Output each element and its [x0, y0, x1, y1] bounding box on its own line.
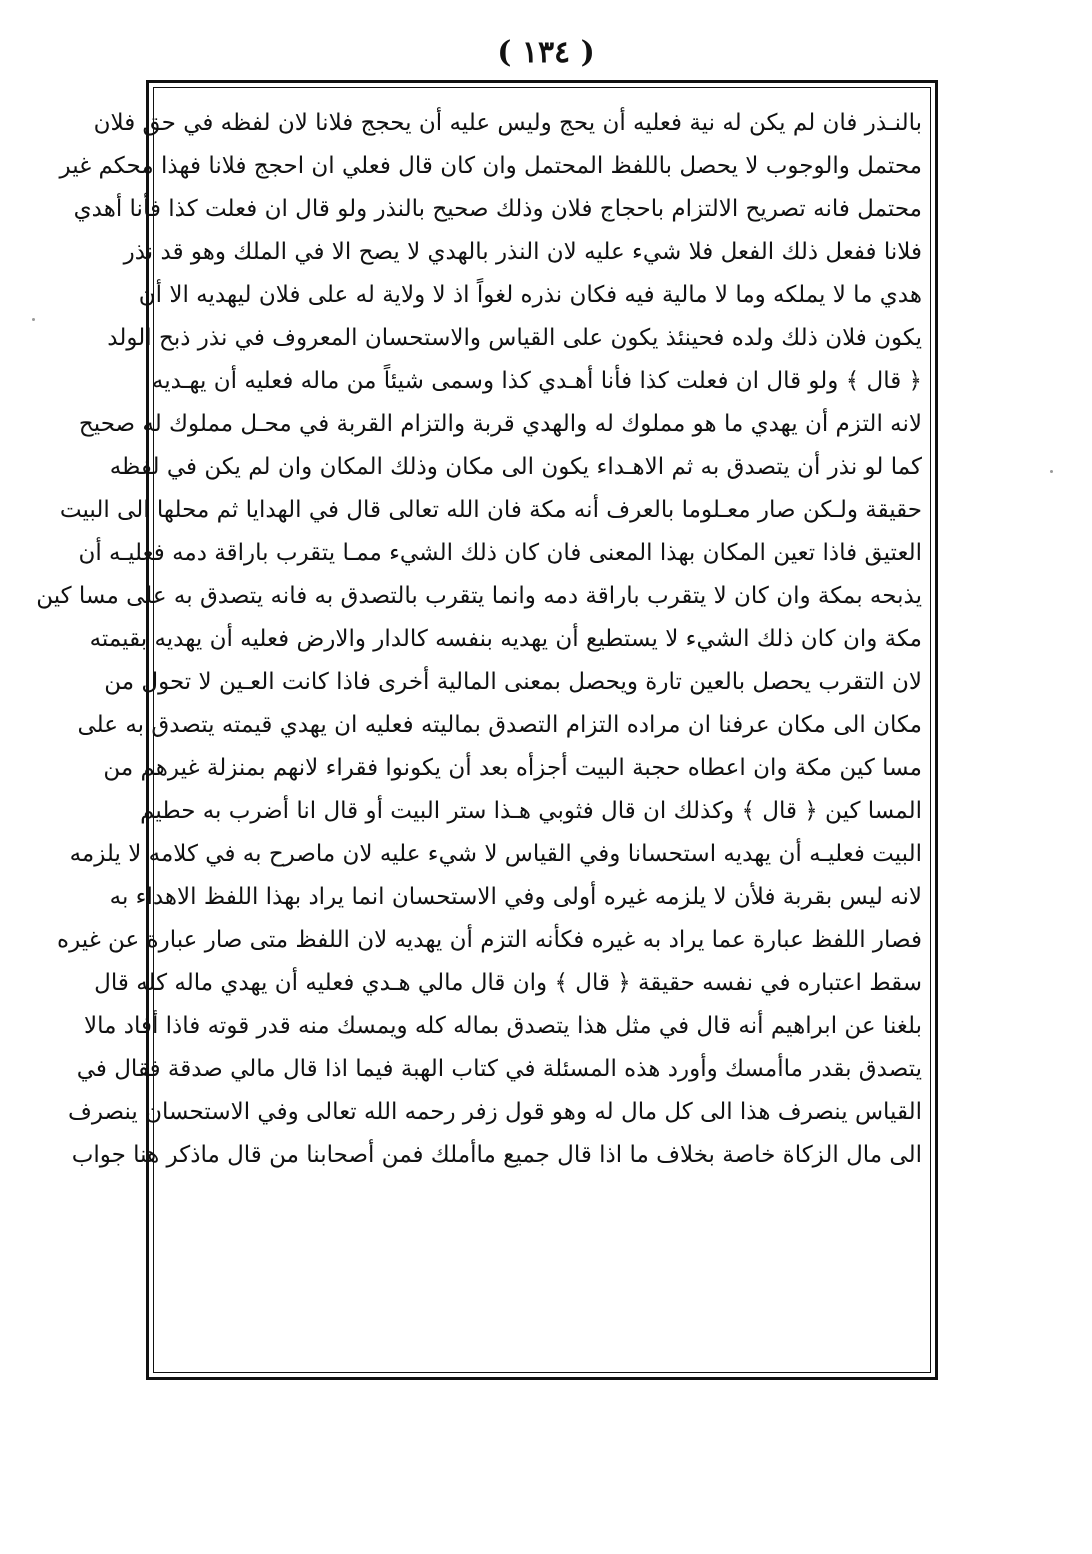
scan-speck	[32, 318, 35, 321]
text-line: لان التقرب يحصل بالعين تارة ويحصل بمعنى المالية أخرى فاذا كانت العـين لا تحول من	[104, 669, 922, 695]
text-line: مسا كين مكة وان اعطاه حجبة البيت أجزأه بعد أن يكونوا فقراء لانهم بمنزلة غيرهم من	[103, 755, 922, 781]
text-line: بلغنا عن ابراهيم أنه قال في مثل هذا يتصدق بماله كله ويمسك منه قدر قوته فاذا أفاد مالا	[83, 1013, 922, 1039]
text-line: يكون فلان ذلك ولده فحينئذ يكون على القياس والاستحسان المعروف في نذر ذبح الولد	[107, 325, 922, 351]
text-line: العتيق فاذا تعين المكان بهذا المعنى فان كان ذلك الشيء ممـا يتقرب باراقة دمه فعليـه أن	[78, 540, 922, 566]
text-line: سقط اعتباره في نفسه حقيقة ﴿ قال ﴾ وان قال مالي هـدي فعليه أن يهدي ماله كله قال	[94, 970, 922, 996]
text-line: مكان الى مكان عرفنا ان مراده التزام التصدق بماليته فعليه ان يهدي قيمته يتصدق به على	[77, 712, 922, 738]
text-line: لانه التزم أن يهدي ما هو مملوك له والهدي قربة والتزام القربة في محـل مملوك له صحيح	[78, 411, 922, 437]
text-line: البيت فعليـه أن يهديه استحسانا وفي القياس لا شيء عليه لان ماصرح به في كلامه لا يلزمه	[69, 841, 922, 867]
text-line: مكة وان كان ذلك الشيء لا يستطيع أن يهديه بنفسه كالدار والارض فعليه أن يهديه بقيمته	[89, 626, 922, 652]
text-line: ﴿ قال ﴾ ولو قال ان فعلت كذا فأنا أهـدي كذا وسمى شيئاً من ماله فعليه أن يهـديه	[151, 368, 922, 394]
text-line: المسا كين ﴿ قال ﴾ وكذلك ان قال فثوبي هـذا ستر البيت أو قال انا أضرب به حطيم	[140, 798, 922, 824]
text-line: يتصدق بقدر ماأمسك وأورد هذه المسئلة في كتاب الهبة فيما اذا قال مالي صدقة فقال في	[76, 1056, 922, 1082]
page-number: ( ١٣٤ )	[497, 35, 595, 70]
text-block	[36, 102, 922, 1177]
text-line: فصار اللفظ عبارة عما يراد به غيره فكأنه التزم أن يهديه لان اللفظ متى صار عبارة عن غيره	[57, 927, 922, 953]
text-line: يذبحه بمكة وان كان لا يتقرب باراقة دمه وانما يتقرب بالتصدق به فانه يتصدق به على مسا كين	[36, 583, 922, 609]
text-line: هدي ما لا يملكه وما لا مالية فيه فكان نذره لغواً اذ لا ولاية له على فلان ليهديه الا أن	[138, 282, 922, 308]
inner-frame-border	[36, 87, 931, 1373]
text-line: فلانا ففعل ذلك الفعل فلا شيء عليه لان النذر بالهدي لا يصح الا في الملك وهو قد نذر	[123, 239, 922, 265]
text-line: حقيقة ولـكن صار معـلوما بالعرف أنه مكة فان الله تعالى قال في الهدايا ثم محلها الى البيت	[59, 497, 922, 523]
text-line: القياس ينصرف هذا الى كل مال له وهو قول زفر رحمه الله تعالى وفي الاستحسان ينصرف	[68, 1099, 922, 1125]
text-line: محتمل فانه تصريح الالتزام باحجاج فلان وذلك صحيح بالنذر ولو قال ان فعلت كذا فأنا أهدي	[73, 196, 922, 222]
text-line: كما لو نذر أن يتصدق به ثم الاهـداء يكون الى مكان وذلك المكان وان لم يكن في لفظه	[109, 454, 922, 480]
text-line: بالنـذر فان لم يكن له نية فعليه أن يحج وليس عليه أن يحجج فلانا لان لفظه في حق فلان	[93, 110, 922, 136]
scan-speck	[1050, 470, 1053, 473]
text-line: لانه ليس بقربة فلأن لا يلزمه غيره أولى وفي الاستحسان انما يراد بهذا اللفظ الاهداء به	[109, 884, 922, 910]
text-line: الى مال الزكاة خاصة بخلاف ما اذا قال جميع ماأملك فمن أصحابنا من قال ماذكر هنا جواب	[71, 1142, 922, 1168]
text-line: محتمل والوجوب لا يحصل باللفظ المحتمل وان كان قال فعلي ان احجج فلانا فهذا محكم غير	[59, 153, 922, 179]
page-frame	[36, 80, 938, 1380]
